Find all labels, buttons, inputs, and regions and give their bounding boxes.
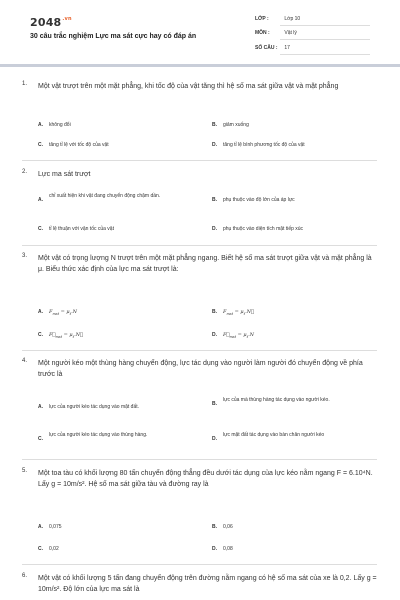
meta-mon	[255, 30, 297, 36]
question-text: Một toa tàu có khối lượng 80 tấn chuyển động thẳng đều dưới tác dụng của lực kéo nằm ngang F = 6.10⁴N. Lấy g = 10m/s². Hệ số ma sát giữa tàu và đường ray là	[38, 470, 373, 488]
meta-underline	[280, 25, 370, 26]
document-header	[0, 0, 400, 66]
option-text: không đổi	[49, 122, 71, 128]
meta-mon-label: MÔN :	[255, 30, 270, 36]
question-separator	[22, 564, 377, 565]
option-text: tỉ lệ thuận với vận tốc của vật	[49, 226, 114, 232]
option-label: D.	[212, 546, 217, 552]
logo-text: 2048	[30, 16, 62, 29]
option-text: 0,06	[223, 524, 233, 530]
meta-socau	[255, 45, 290, 51]
meta-lop-label: LỚP :	[255, 16, 269, 22]
meta-mon-value: Vật lý	[284, 30, 297, 36]
option-label: A.	[38, 404, 43, 410]
question-separator	[22, 459, 377, 460]
option-text: 0,075	[49, 524, 62, 530]
header-divider	[0, 64, 400, 67]
option-label: A.	[38, 197, 43, 203]
option-text: lực của người kéo tác dụng vào mặt đất.	[49, 404, 140, 410]
option-text: lực của mà thùng hàng tác dụng vào người kéo.	[223, 397, 330, 403]
question-number: 3.	[22, 253, 28, 259]
option-text: phụ thuộc vào độ lớn của áp lực	[223, 197, 295, 203]
question-text: Một người kéo một thùng hàng chuyển động, lực tác dụng vào người làm người đó chuyển động về phía trước là	[38, 360, 363, 378]
option-text: 0,02	[49, 546, 59, 552]
option-label: C.	[38, 332, 43, 338]
question-text: Một vật có trọng lượng N trượt trên một mặt phẳng ngang. Biết hệ số ma sát trượt giữa vật và mặt phẳng là μ. Biểu thức xác định của lực ma sát trượt là:	[38, 255, 372, 273]
formula-ftmst-mu-nvec: $F_{mst}$ = $\mu_t.N⃗$	[223, 309, 255, 316]
meta-underline	[280, 54, 370, 55]
option-label: D.	[212, 436, 217, 442]
question-number: 5.	[22, 468, 28, 474]
option-label: C.	[38, 436, 43, 442]
option-label: B.	[212, 197, 217, 203]
question-number: 1.	[22, 81, 28, 87]
meta-socau-label: SỐ CÂU :	[255, 45, 278, 51]
question-number: 6.	[22, 573, 28, 579]
question-number: 4.	[22, 358, 28, 364]
meta-lop	[255, 16, 300, 22]
option-label: A.	[38, 524, 43, 530]
formula-fvec-mu-nvec: $F⃗_{mst}$ = $\mu_t.N⃗$	[49, 332, 84, 339]
option-label: C.	[38, 226, 43, 232]
option-label: B.	[212, 122, 217, 128]
question-separator	[22, 350, 377, 351]
option-label: C.	[38, 142, 43, 148]
logo-suffix: .vn	[62, 16, 72, 22]
option-label: B.	[212, 524, 217, 530]
option-text: chỉ xuất hiện khi vật đang chuyển động chậm dần.	[49, 193, 161, 199]
option-text: tăng tỉ lệ bình phương tốc độ của vật	[223, 142, 305, 148]
formula-fvec-mu-n: $F⃗_{mst} = \mu_t.N$	[223, 332, 255, 339]
question-text: Một vật có khối lượng 5 tấn đang chuyển động trên đường nằm ngang có hệ số ma sát của xe là 0,2. Lấy g = 10m/s². Độ lớn của lực ma sát là	[38, 575, 377, 593]
option-text: lực mặt đất tác dụng vào bàn chân người kéo	[223, 432, 325, 438]
meta-socau-value: 17	[284, 45, 290, 51]
option-text: phụ thuộc vào diện tích mặt tiếp xúc	[223, 226, 304, 232]
site-logo[interactable]	[30, 16, 72, 29]
option-text: tăng tỉ lệ với tốc độ của vật	[49, 142, 109, 148]
option-text: lực của người kéo tác dụng vào thùng hàng.	[49, 432, 148, 438]
meta-lop-value: Lớp 10	[284, 16, 301, 22]
option-label: B.	[212, 309, 217, 315]
option-label: A.	[38, 309, 43, 315]
question-separator	[22, 160, 377, 161]
option-label: A.	[38, 122, 43, 128]
question-text: Một vật trượt trên một mặt phẳng, khi tốc độ của vật tăng thì hệ số ma sát giữa vật và mặt phẳng	[38, 83, 339, 90]
formula-ftmst-mu-n: $F_{mst} = \mu_t.N$	[49, 309, 78, 316]
question-number: 2.	[22, 169, 28, 175]
option-text: 0,08	[223, 546, 233, 552]
option-text: giảm xuống	[223, 122, 249, 128]
option-label: D.	[212, 332, 217, 338]
option-label: D.	[212, 142, 217, 148]
option-label: C.	[38, 546, 43, 552]
question-text: Lực ma sát trượt	[38, 171, 91, 178]
option-label: D.	[212, 226, 217, 232]
meta-underline	[280, 39, 370, 40]
question-separator	[22, 245, 377, 246]
page-title: 30 câu trắc nghiệm Lực ma sát cực hay có đáp án	[30, 33, 197, 40]
option-label: B.	[212, 401, 217, 407]
